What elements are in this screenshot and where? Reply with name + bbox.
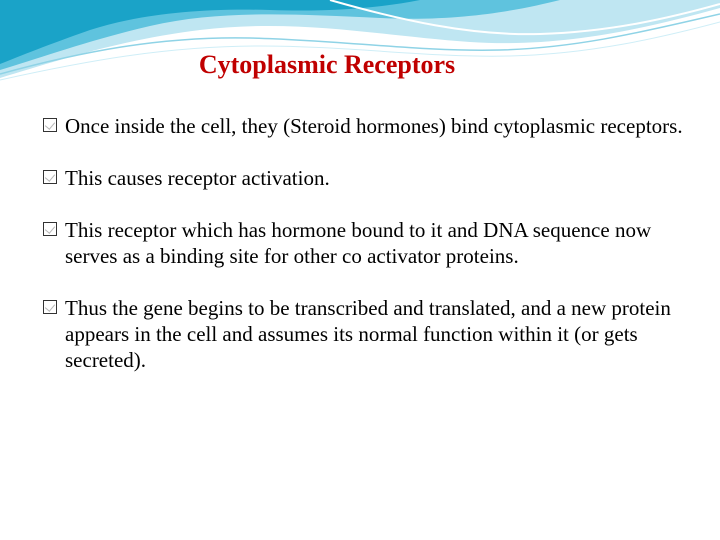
bullet-text: This causes receptor activation. — [65, 166, 330, 190]
bullet-item — [43, 217, 693, 269]
slide-title: Cytoplasmic Receptors — [198, 50, 456, 79]
bullet-checkbox-icon — [43, 300, 57, 314]
bullet-text: This receptor which has hormone bound to it and DNA sequence now serves as a binding site for other co activator proteins. — [65, 218, 652, 268]
bullet-text: Once inside the cell, they (Steroid hormones) bind cytoplasmic receptors — [65, 114, 678, 138]
bullet-item — [43, 295, 693, 373]
bullet-list — [43, 113, 693, 399]
bullet-item — [43, 165, 693, 191]
bullet-checkbox-icon — [43, 170, 57, 184]
bullet-item — [43, 113, 693, 139]
bullet-text-tail: . — [677, 114, 683, 138]
bullet-checkbox-icon — [43, 222, 57, 236]
bullet-checkbox-icon — [43, 118, 57, 132]
bullet-text: Thus the gene begins to be transcribed and translated, and a new protein appears in the cell and assumes its normal function within it (or gets secreted). — [65, 296, 671, 372]
